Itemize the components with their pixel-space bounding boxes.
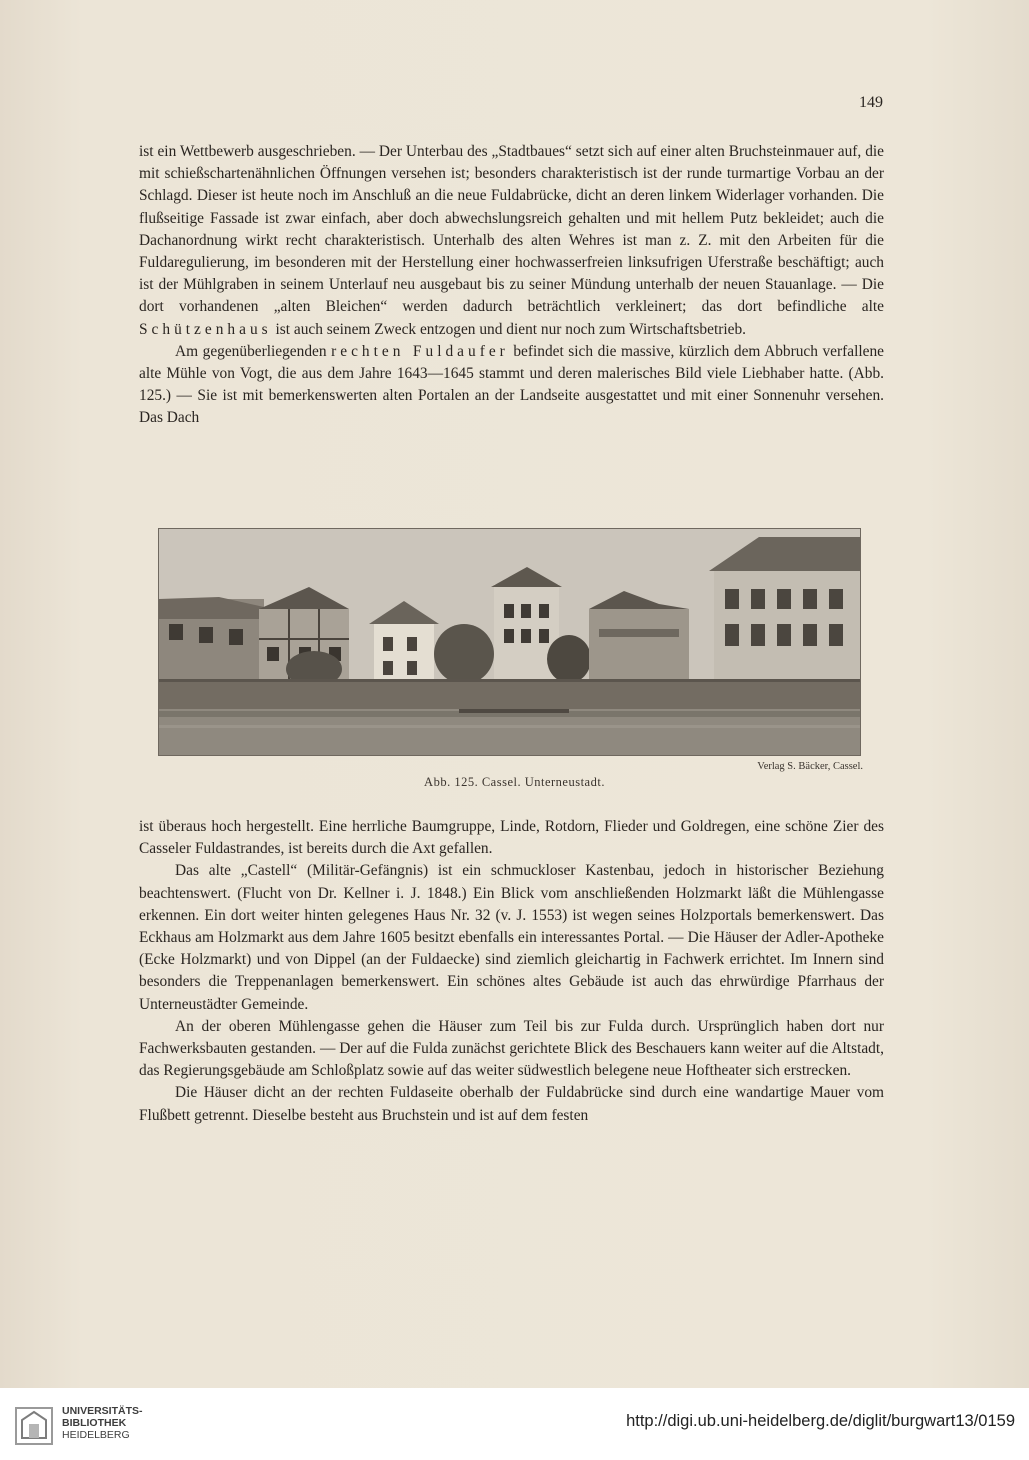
figure-photo-unterneustadt [158, 528, 861, 756]
library-name-line: UNIVERSITÄTS- [62, 1405, 143, 1417]
page-number: 149 [859, 94, 883, 111]
paragraph-text: ist auch seinem Zweck entzogen und dient nur noch zum Wirtschaftsbetrieb. [275, 320, 747, 338]
paragraph: Die Häuser dicht an der rechten Fuldaseite oberhalb der Fuldabrücke sind durch eine wandartige Mauer vom Flußbett getrennt. Dieselbe besteht aus Bruchstein und ist auf dem festen [139, 1084, 884, 1124]
paragraph-text: Am gegenüberliegenden [175, 342, 327, 360]
footer-bar [0, 1388, 1029, 1460]
library-name-line: HEIDELBERG [62, 1429, 130, 1441]
library-logo-icon [14, 1406, 54, 1446]
source-url-link[interactable]: http://digi.ub.uni-heidelberg.de/diglit/burgwart13/0159 [626, 1412, 1015, 1430]
paragraph-text: befindet sich die massive, kürzlich dem Abbruch verfallene alte Mühle von Vogt, die aus dem Jahre 1643—1645 stammt und deren malerisches Bild viele Liebhaber hatte. (Abb. 125.) — Sie ist mit bemerkenswerten alten Portalen an der Landseite ausgestattet und mit einer Sonnenuhr versehen. Das Dach [139, 342, 885, 427]
paragraph-text: ist ein Wettbewerb ausgeschrieben. — Der Unterbau des „Stadtbaues“ setzt sich auf einer alten Bruchsteinmauer auf, die mit schießschartenähnlichen Öffnungen versehen ist; besonders charakteristisch ist der runde turmartige Vorbau an der Schlagd. Dieser ist heute noch im Anschluß an die neue Fuldabrücke, dicht an deren linkem Widerlager vorhanden. Die flußseitige Fassade ist zwar einfach, aber doch abwechslungsreich gehalten und mit hellem Putz bekleidet; auch die Dachanordnung wirkt recht charakteristisch. Unterhalb des alten Wehres ist man z. Z. mit den Arbeiten für die Fuldaregulierung, im besonderen mit der Herstellung einer hochwasserfreien linksufrigen Uferstraße beschäftigt; auch ist der Mühlgraben in seinem Unterlauf neu ausgebaut bis zu seiner Mündung unterhalb der neuen Stauanlage. — Die dort vorhandenen „alten Bleichen“ werden dadurch beträchtlich verkleinert; das dort befindliche alte [139, 143, 884, 316]
paragraph [139, 341, 884, 430]
paragraph: ist überaus hoch hergestellt. Eine herrliche Baumgruppe, Linde, Rotdorn, Flieder und Goldregen, eine schöne Zier des Casseler Fuldastrandes, ist bereits durch die Axt gefallen. [139, 818, 884, 858]
spaced-term: Schützenhaus [139, 320, 272, 338]
photo-illustration [159, 529, 860, 755]
paragraph: An der oberen Mühlengasse gehen die Häuser zum Teil bis zur Fulda durch. Ursprünglich haben dort nur Fachwerksbauten gestanden. — Der auf die Fulda zunächst gerichtete Blick des Beschauers kann weiter auf die Altstadt, das Regierungsgebäude am Schloßplatz sowie auf das weiter südwestlich belegene neue Hoftheater sich erstrecken. [139, 1017, 884, 1080]
library-name [62, 1405, 143, 1441]
paragraph: Das alte „Castell“ (Militär-Gefängnis) ist ein schmuckloser Kastenbau, jedoch in historischer Beziehung beachtenswert. (Flucht von Dr. Kellner i. J. 1848.) Ein Blick vom anschließenden Holzmarkt läßt die Mühlengasse erkennen. Ein dort weiter hinten gelegenes Haus Nr. 32 (v. J. 1553) ist wegen seines Holzportals bemerkenswert. Das Eckhaus am Holzmarkt aus dem Jahre 1605 besitzt ebenfalls ein interessantes Portal. — Die Häuser der Adler-Apotheke (Ecke Holzmarkt) und von Dippel (an der Fuldaecke) sind ziemlich gleichartig in Fachwerk errichtet. Im Innern sind besonders die Treppenanlagen bemerkenswert. Ein schönes altes Gebäude ist auch das ehrwürdige Pfarrhaus der Unterneustädter Gemeinde. [139, 862, 884, 1013]
figure-caption: Abb. 125. Cassel. Unterneustadt. [424, 775, 605, 789]
text-block-lower [139, 816, 884, 1127]
spaced-term: rechten Fuldaufer [331, 342, 509, 360]
paragraph [139, 141, 884, 341]
library-name-line: BIBLIOTHEK [62, 1417, 127, 1429]
text-block-upper [139, 141, 884, 430]
photo-credit: Verlag S. Bäcker, Cassel. [757, 761, 863, 772]
